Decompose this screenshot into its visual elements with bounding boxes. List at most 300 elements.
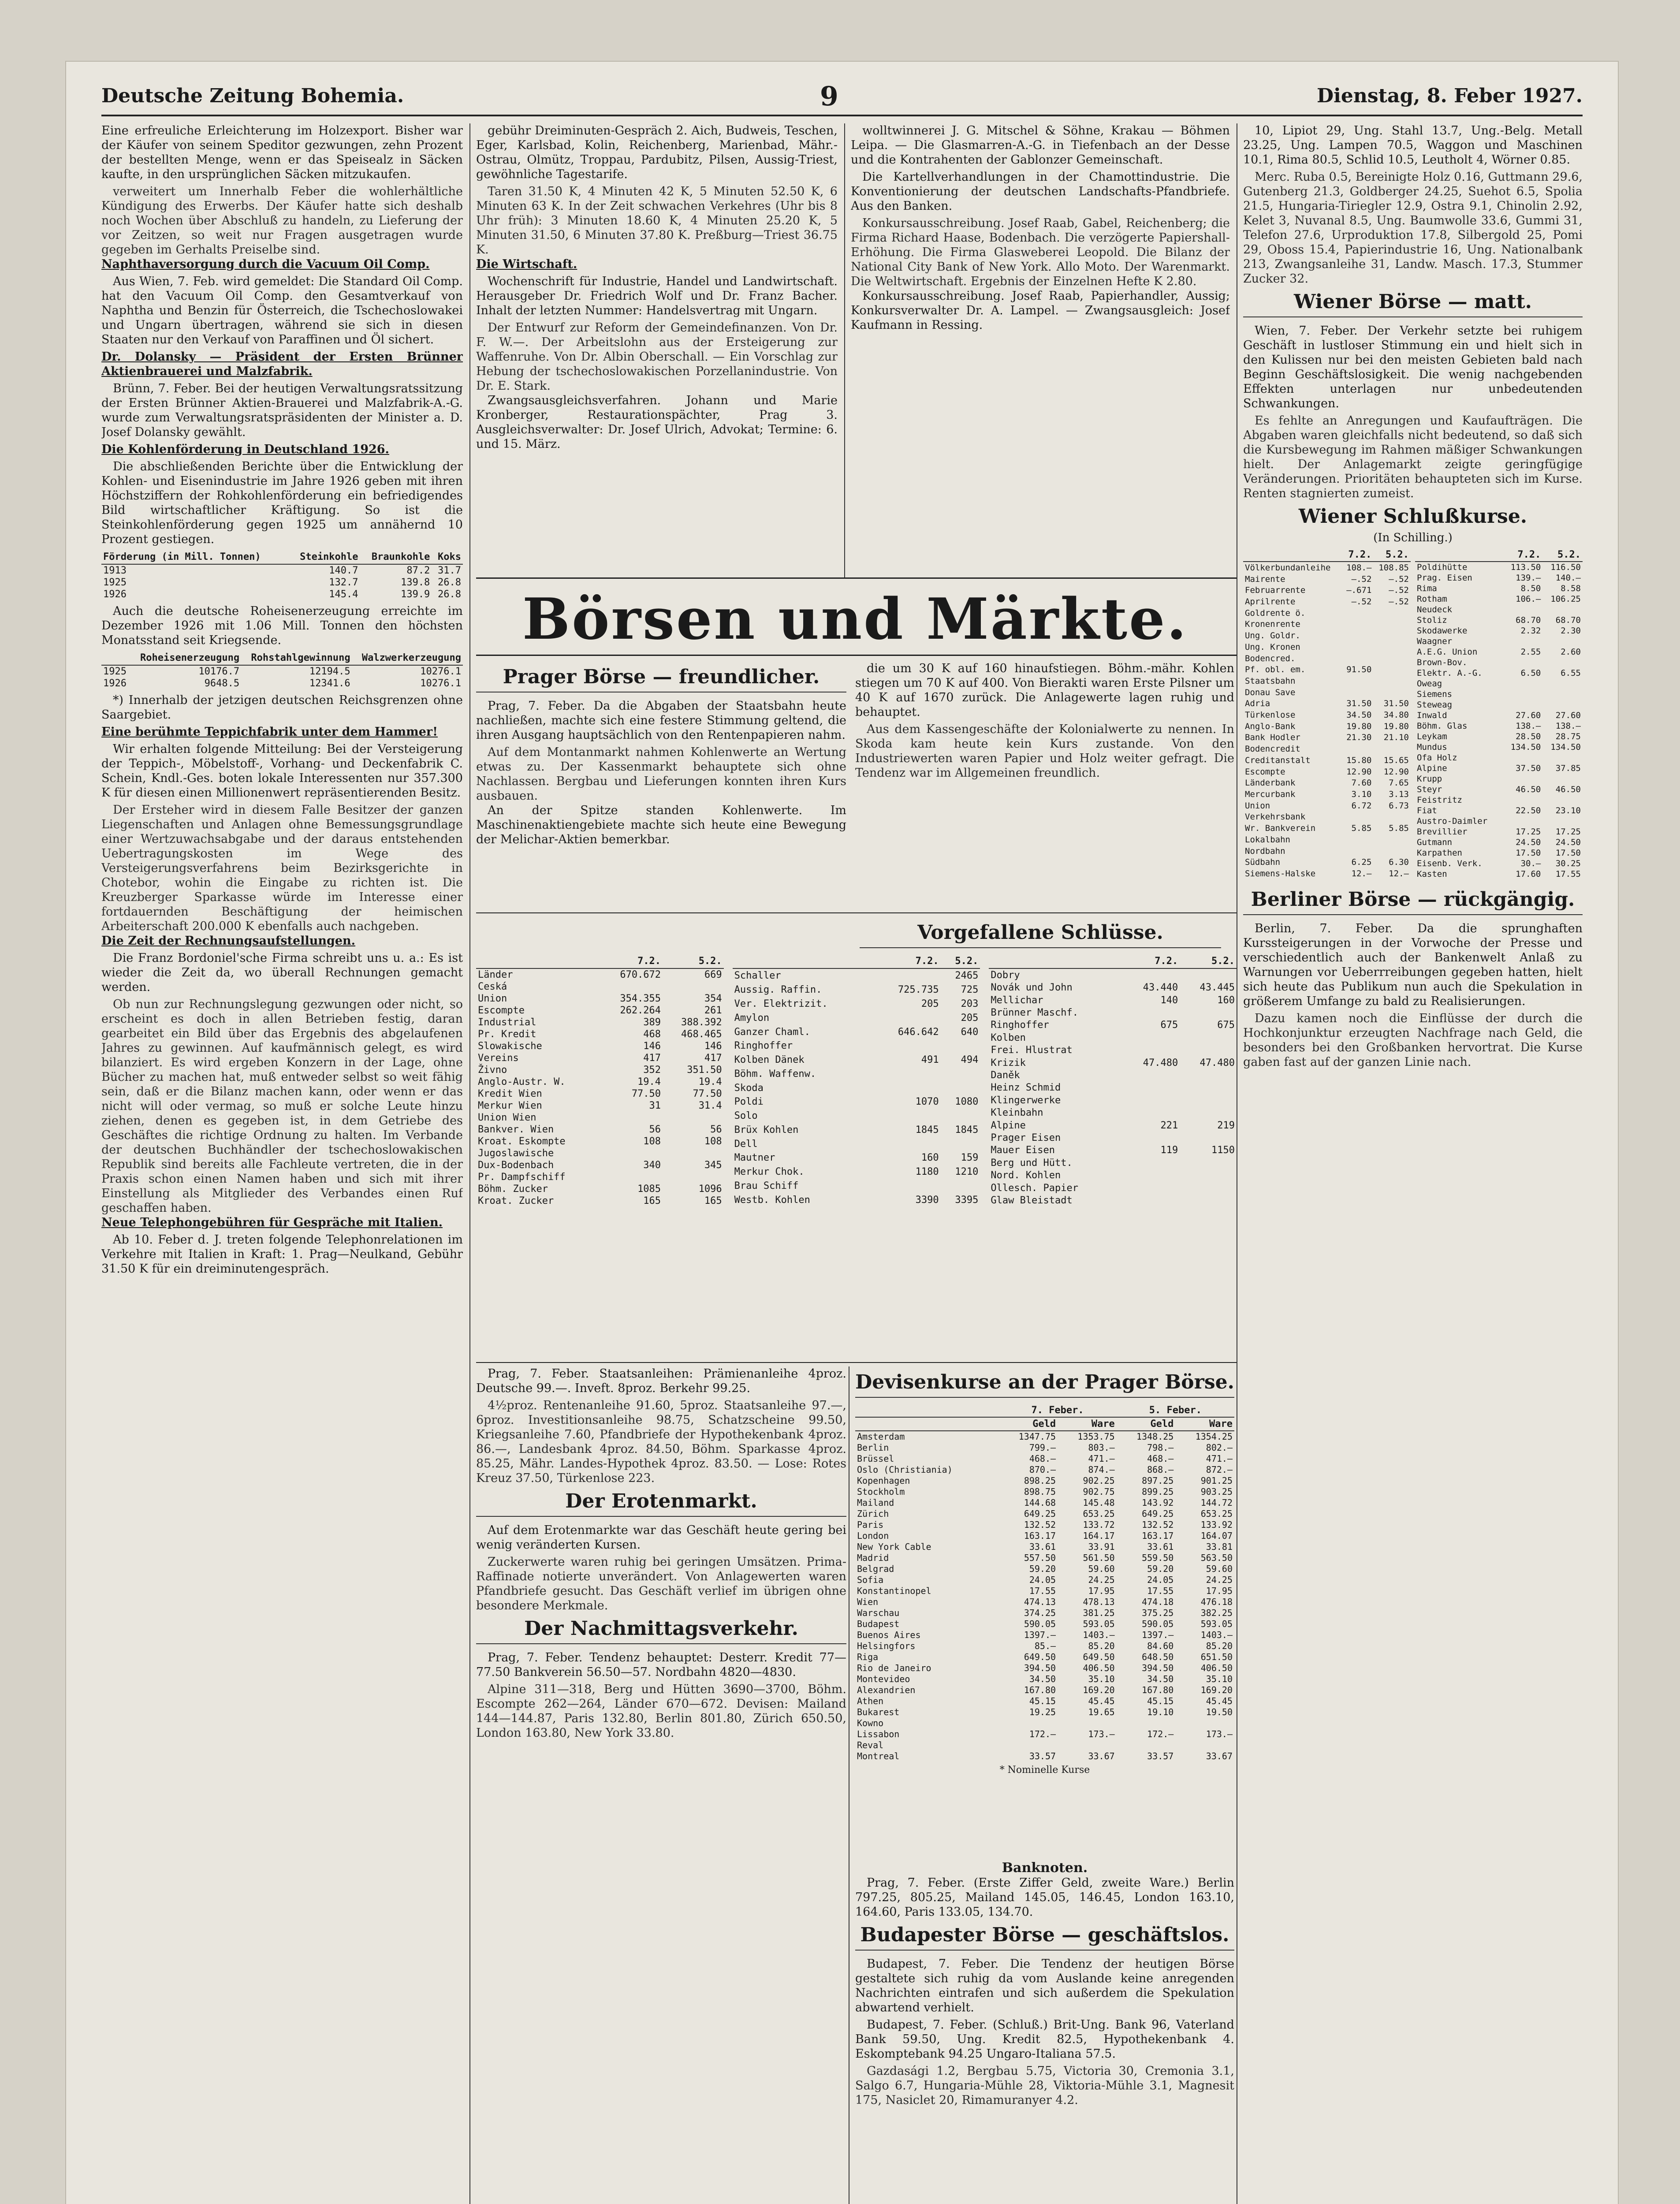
article-text: Auf dem Montanmarkt nahmen Kohlenwerte an Wertung etwas zu. Der Kassenmarkt behauptete sich ohne Nachlassen. Bergbau und Lieferungen konnten ihren Kurs ausbauen. — [476, 745, 846, 803]
table-cell — [1341, 675, 1373, 687]
table-cell: 133.92 — [1200, 1519, 1233, 1530]
table-cell: 354 — [704, 993, 722, 1004]
table-row — [733, 1081, 980, 1095]
table-row — [1415, 700, 1583, 710]
table-row — [1243, 732, 1411, 744]
table-cell: 169.20 — [1083, 1685, 1115, 1695]
table-row — [1243, 687, 1411, 698]
table-cell: 139.— — [1516, 573, 1541, 583]
column-header — [855, 1417, 998, 1431]
table-cell: Türkenlose — [1245, 710, 1296, 720]
table-cell: Staatsbahn — [1245, 676, 1296, 686]
table-cell: Konstantinopel — [857, 1586, 931, 1596]
article-text: gebühr Dreiminuten-Gespräch 2. Aich, Budweis, Teschen, Eger, Karlsbad, Kolin, Reichenberg, Marienbad, Mähr.-Ostrau, Olmütz, Troppau, Pardubitz, Pilsen, Aussig-Triest, gewöhnliche Tagestarife. — [476, 124, 838, 181]
table-cell: 21.10 — [1383, 733, 1409, 743]
devisen-table — [855, 1404, 1234, 1762]
table-cell: Union — [1245, 800, 1270, 811]
table-cell: Vereins — [478, 1053, 519, 1064]
table-cell — [1373, 687, 1411, 698]
table-cell: Völkerbundanleihe — [1245, 562, 1331, 573]
table-cell: 27.60 — [1555, 711, 1581, 720]
table-cell: 382.25 — [1200, 1608, 1233, 1618]
table-cell — [1180, 968, 1237, 981]
table-cell — [1180, 1194, 1237, 1207]
table-cell: 7.60 — [1351, 778, 1372, 788]
table-cell: 19.10 — [1147, 1707, 1174, 1717]
table-cell: Kleinbahn — [991, 1107, 1043, 1119]
table-row — [1243, 856, 1411, 868]
table-cell: Prager Eisen — [991, 1132, 1061, 1144]
table-row — [476, 1147, 724, 1159]
table-row — [1243, 845, 1411, 857]
table-cell — [1373, 675, 1411, 687]
table-row — [1415, 721, 1583, 731]
table-cell — [1123, 1094, 1180, 1106]
table-cell: 119 — [1160, 1145, 1178, 1156]
table-cell: 145.4 — [329, 589, 358, 600]
table-cell: Bank Hodler — [1245, 733, 1300, 743]
table-cell: 590.05 — [1024, 1619, 1056, 1629]
header-masthead: Deutsche Zeitung Bohemia. — [101, 85, 404, 107]
table-cell: 1347.75 — [1018, 1431, 1056, 1442]
table-cell — [1542, 795, 1583, 805]
table-row — [1415, 583, 1583, 594]
table-cell — [601, 981, 663, 993]
table-cell: 394.50 — [1024, 1663, 1056, 1673]
schluesse-table-1 — [476, 954, 724, 1207]
table-cell: 21.30 — [1346, 733, 1372, 743]
table-cell: 164.07 — [1200, 1530, 1233, 1541]
column-header — [101, 651, 130, 665]
table-cell: 87.2 — [406, 565, 430, 576]
table-cell: Steyr — [1417, 785, 1442, 794]
table-cell: 468.465 — [681, 1029, 722, 1040]
table-row — [855, 1696, 1234, 1707]
table-cell: Dobry — [991, 969, 1020, 981]
table-cell — [1542, 604, 1583, 615]
table-cell — [1542, 700, 1583, 710]
table-cell — [875, 968, 940, 983]
table-cell: Krizik — [991, 1057, 1026, 1068]
table-cell: 160 — [921, 1152, 939, 1164]
table-cell: 22.50 — [1516, 806, 1541, 815]
table-cell: 17.95 — [1206, 1586, 1233, 1596]
table-row — [733, 1193, 980, 1207]
column-rule — [469, 123, 470, 2204]
table-cell: 45.45 — [1088, 1696, 1115, 1706]
table-row — [989, 1169, 1237, 1182]
table-row — [1243, 823, 1411, 834]
table-row — [1415, 816, 1583, 826]
vorgefallene-schluesse — [476, 917, 1237, 1358]
table-row — [733, 968, 980, 983]
table-cell: 12.— — [1351, 869, 1372, 879]
table-cell: 17.50 — [1555, 848, 1581, 858]
table-cell: 1926 — [103, 589, 127, 600]
table-cell: Mellichar — [991, 994, 1043, 1006]
table-cell: 6.55 — [1561, 668, 1581, 678]
table-cell — [1542, 752, 1583, 763]
table-cell: Feistritz — [1417, 795, 1462, 805]
table-cell: 868.— — [1147, 1464, 1174, 1475]
table-cell: 160 — [1217, 994, 1235, 1006]
table-cell: Novák und John — [991, 982, 1073, 994]
table-row — [989, 1144, 1237, 1157]
table-cell: Kroat. Zucker — [478, 1195, 554, 1206]
table-row — [855, 1751, 1234, 1762]
table-cell: 30.— — [1520, 859, 1541, 868]
table-cell: Verkehrsbank — [1245, 812, 1306, 822]
table-cell — [1373, 845, 1411, 857]
table-cell — [601, 1112, 663, 1124]
table-cell: 132.7 — [329, 577, 358, 588]
table-cell: 28.50 — [1516, 732, 1541, 741]
table-cell: 6.25 — [1351, 857, 1372, 867]
table-cell: Mautner — [734, 1152, 775, 1164]
article-text: Merc. Ruba 0.5, Bereinigte Holz 0.16, Guttmann 29.6, Gutenberg 21.3, Goldberger 24.25, Suehot 6.5, Spolia 21.5, Hungaria-Tiriegler 12.9, Ostra 9.1, Chinolin 2.92, Kelet 3, Nuvanal 8.5, Ung. Baumwolle 33.6, Gummi 31, Telefon 27.6, Urproduktion 17.8, Silbergold 25, Pomi 29, Oboss 15.4, Papierindustrie 16, Ung. Nationalbank 213, Zwangsanleihe 31, Landw. Masch. 17.3, Stummer Zucker 32. — [1243, 170, 1583, 286]
table-cell: 669 — [704, 969, 722, 980]
table-cell — [1373, 743, 1411, 755]
table-cell: 85.20 — [1088, 1641, 1115, 1651]
table-cell — [1180, 1094, 1237, 1106]
table-cell: Amsterdam — [857, 1431, 905, 1442]
table-cell: 84.60 — [1147, 1641, 1174, 1651]
table-cell — [1341, 619, 1373, 630]
table-cell: Poldihütte — [1417, 562, 1468, 572]
column-2-top — [476, 123, 838, 573]
table-cell: 17.55 — [1555, 869, 1581, 879]
table-cell: 140 — [1160, 994, 1178, 1006]
table-cell: 167.80 — [1142, 1685, 1174, 1695]
table-cell: Böhm. Glas — [1417, 721, 1468, 731]
table-cell — [663, 981, 724, 993]
table-cell: Zürich — [857, 1508, 889, 1519]
article-text: Dazu kamen noch die Einflüsse der durch die Hochkonjunktur erzeugten Nachfrage nach Geld, die besonders bei den Großbanken hervortrat. Die Kurse gaben fast auf der ganzen Linie nach. — [1243, 1012, 1583, 1069]
table-cell: 649.50 — [1024, 1652, 1056, 1662]
column-header — [733, 954, 875, 968]
table-cell: 10276.1 — [420, 678, 461, 689]
table-cell: Länder — [478, 969, 513, 980]
table-cell: Gutmann — [1417, 838, 1453, 847]
page-header — [101, 79, 1583, 116]
table-cell: Industrial — [478, 1017, 536, 1028]
table-row — [733, 1053, 980, 1067]
table-cell: 113.50 — [1510, 562, 1541, 572]
table-cell: Brünner Maschf. — [991, 1007, 1079, 1018]
table-row — [989, 1057, 1237, 1069]
table-cell: 144.68 — [1024, 1497, 1056, 1508]
table-row — [989, 1182, 1237, 1194]
table-row — [101, 665, 463, 678]
table-cell: 374.25 — [1024, 1608, 1056, 1618]
table-row — [1243, 573, 1411, 585]
table-cell: 33.57 — [1147, 1751, 1174, 1761]
headline: Dr. Dolansky — Präsident der Ersten Brünner Aktienbrauerei und Malzfabrik. — [101, 350, 463, 378]
table-cell: —.52 — [1389, 597, 1409, 607]
table-row — [733, 1067, 980, 1081]
table-row — [855, 1652, 1234, 1663]
table-cell: 6.30 — [1389, 857, 1409, 867]
table-cell: 19.80 — [1383, 721, 1409, 731]
table-cell: Adria — [1245, 699, 1270, 709]
prager-boerse-cont — [855, 661, 1234, 908]
table-cell: 34.80 — [1383, 710, 1409, 720]
table-row — [855, 1486, 1234, 1497]
column-header — [989, 954, 1123, 968]
table-cell: 31.4 — [698, 1100, 722, 1111]
table-cell: Montreal — [857, 1751, 900, 1761]
section-rule — [476, 912, 1237, 913]
table-row — [1415, 784, 1583, 795]
table-cell: Bukarest — [857, 1707, 900, 1717]
table-cell: Merkur Chok. — [734, 1166, 805, 1178]
table-cell: 903.25 — [1200, 1486, 1233, 1497]
table-cell: 77.50 — [693, 1088, 722, 1099]
table-cell: 108.— — [1346, 562, 1372, 573]
table-cell — [941, 1137, 980, 1151]
table-cell: Escompte — [1245, 767, 1285, 777]
table-cell: —.52 — [1351, 574, 1372, 584]
table-cell: 6.50 — [1520, 668, 1541, 678]
table-row — [1415, 795, 1583, 805]
table-cell: Pr. Dampfschiff — [478, 1172, 566, 1183]
table-cell — [1123, 968, 1180, 981]
table-cell: Sofia — [857, 1575, 884, 1585]
section-title: Budapester Börse — geschäftslos. — [855, 1924, 1234, 1951]
table-cell: 43.445 — [1199, 982, 1235, 994]
column-header: 7.2. — [875, 954, 940, 968]
column-2-bottom — [476, 1366, 846, 2204]
table-cell: Reval — [857, 1740, 884, 1750]
table-cell: 902.25 — [1083, 1475, 1115, 1486]
table-cell — [1123, 1194, 1180, 1207]
table-cell — [1503, 816, 1543, 826]
article-text: Auf dem Erotenmarkte war das Geschäft heute gering bei wenig veränderten Kursen. — [476, 1523, 846, 1552]
table-cell — [1180, 1132, 1237, 1144]
table-cell: 352 — [643, 1065, 661, 1076]
table-cell: 145.48 — [1083, 1497, 1115, 1508]
table-cell: 33.61 — [1147, 1541, 1174, 1552]
table-cell: 143.92 — [1142, 1497, 1174, 1508]
article-text: Wochenschrift für Industrie, Handel und Landwirtschaft. Herausgeber Dr. Friedrich Wolf und Dr. Franz Bacher. Inhalt der letzten Nummer: Handelsvertrag mit Ungarn. — [476, 275, 838, 317]
table-cell — [1180, 1031, 1237, 1044]
table-cell — [875, 1081, 940, 1095]
table-cell: 476.18 — [1200, 1597, 1233, 1607]
table-cell — [1180, 1082, 1237, 1094]
table-cell: Donau Save — [1245, 687, 1296, 697]
table-cell: 106.25 — [1550, 594, 1581, 604]
table-cell: 898.25 — [1024, 1475, 1056, 1486]
table-cell: —.52 — [1351, 597, 1372, 607]
table-cell: 17.25 — [1516, 827, 1541, 837]
section-title: Der Erotenmarkt. — [476, 1490, 846, 1517]
table-row — [1415, 657, 1583, 668]
table-row — [855, 1541, 1234, 1552]
table-cell — [1175, 1740, 1234, 1751]
article-text: Konkursausschreibung. Josef Raab, Papierhandler, Aussig; Konkursverwalter Dr. A. Lampel. — Zwangsausgleich: Josef Kaufmann in Ressing. — [851, 289, 1230, 332]
table-cell: 24.05 — [1147, 1575, 1174, 1585]
table-row — [476, 1040, 724, 1052]
table-cell: Mailand — [857, 1497, 894, 1508]
table-cell: 205 — [961, 1012, 979, 1024]
table-cell: Siemens — [1417, 689, 1453, 699]
table-row — [989, 1044, 1237, 1057]
table-cell: 394.50 — [1142, 1663, 1174, 1673]
table-cell — [1175, 1718, 1234, 1729]
table-cell: 173.— — [1088, 1729, 1115, 1739]
table-cell — [1373, 834, 1411, 845]
table-cell: Stoliz — [1417, 615, 1447, 625]
table-cell: 8.50 — [1520, 584, 1541, 593]
table-row — [101, 577, 463, 588]
table-cell: Slowakische — [478, 1041, 542, 1052]
table-cell: 897.25 — [1142, 1475, 1174, 1486]
table-cell: 12341.6 — [309, 678, 350, 689]
column-header: Braunkohle — [360, 550, 432, 564]
column-header: Geld — [1117, 1417, 1176, 1431]
table-cell: 24.25 — [1088, 1575, 1115, 1585]
table-row — [733, 1109, 980, 1123]
table-row — [855, 1663, 1234, 1674]
table-cell: 651.50 — [1200, 1652, 1233, 1662]
table-cell: Wr. Bankverein — [1245, 823, 1316, 834]
table-row — [1415, 848, 1583, 858]
table-cell — [663, 1112, 724, 1124]
table-row — [1243, 562, 1411, 573]
table-row — [1243, 812, 1411, 823]
column-header: 5.2. — [1373, 549, 1411, 562]
table-cell: 388.392 — [681, 1017, 722, 1028]
table-cell — [1503, 678, 1543, 689]
table-cell: 417 — [643, 1053, 661, 1064]
table-cell — [941, 1067, 980, 1081]
table-cell: Merkur Wien — [478, 1100, 542, 1111]
table-cell: 5.85 — [1389, 823, 1409, 834]
wiener-tables — [1243, 549, 1583, 879]
table-cell: 725.735 — [898, 984, 939, 996]
table-cell: Ringhoffer — [991, 1020, 1049, 1031]
table-cell — [875, 1039, 940, 1053]
table-cell: Bodencredit — [1245, 744, 1300, 754]
table-cell: 45.15 — [1147, 1696, 1174, 1706]
table-cell: 164.17 — [1083, 1530, 1115, 1541]
table-cell: 262.264 — [620, 1005, 661, 1016]
table-cell: 261 — [704, 1005, 722, 1016]
table-cell: 557.50 — [1024, 1552, 1056, 1563]
table-cell: 471.— — [1206, 1453, 1233, 1464]
table-cell — [1373, 664, 1411, 675]
table-cell: Jugoslawische — [478, 1148, 554, 1159]
table-cell: 351.50 — [687, 1065, 722, 1076]
table-cell — [1341, 812, 1373, 823]
table-cell: Prag. Eisen — [1417, 573, 1472, 583]
table-cell: Nord. Kohlen — [991, 1170, 1061, 1181]
table-row — [733, 1179, 980, 1193]
table-cell: 33.61 — [1029, 1541, 1056, 1552]
table-row — [855, 1630, 1234, 1641]
article-text: Die Kartellverhandlungen in der Chamottindustrie. Die Konventionierung der deutschen Landschafts-Pfandbriefe. Aus den Banken. — [851, 170, 1230, 213]
table-cell: Brown-Bov. — [1417, 658, 1468, 667]
table-cell: Budapest — [857, 1619, 900, 1629]
table-cell: 2.32 — [1520, 626, 1541, 636]
table-cell — [1180, 1006, 1237, 1019]
section-title: Vorgefallene Schlüsse. — [860, 921, 1221, 948]
table-cell: Kolben — [991, 1032, 1026, 1043]
table-row — [476, 1064, 724, 1076]
column-header: Förderung (in Mill. Tonnen) — [101, 550, 288, 564]
table-row — [855, 1442, 1234, 1453]
table-cell — [1180, 1182, 1237, 1194]
table-row — [1243, 596, 1411, 607]
table-cell: 28.75 — [1555, 732, 1581, 741]
table-cell — [941, 1081, 980, 1095]
table-cell: 30.25 — [1555, 859, 1581, 868]
table-cell: 2465 — [955, 970, 979, 982]
table-cell: 646.642 — [898, 1026, 939, 1038]
section-title: Wiener Schlußkurse. — [1298, 505, 1527, 528]
table-cell: Südbahn — [1245, 857, 1281, 867]
table-cell: 12194.5 — [309, 666, 350, 677]
table-cell: Böhm. Zucker — [478, 1184, 548, 1195]
article-text: Der Entwurf zur Reform der Gemeindefinanzen. Von Dr. F. W.—. Der Arbeitslohn aus der Ersteigerung zur Waffenruhe. Von Dr. Albin Oberschall. — Ein Vorschlag zur Hebung der tschechoslowakischen Porzellanindustrie. Von Dr. E. Stark. — [476, 321, 838, 393]
table-cell: 221 — [1160, 1120, 1178, 1131]
table-cell: Waagner — [1417, 637, 1453, 646]
table-row — [1243, 721, 1411, 732]
date-header: 5. Feber. — [1117, 1404, 1234, 1417]
table-row — [855, 1464, 1234, 1475]
table-cell — [1542, 689, 1583, 700]
table-cell: 159 — [961, 1152, 979, 1164]
table-cell: Mundus — [1417, 742, 1447, 752]
table-cell: Montevideo — [857, 1674, 910, 1684]
table-cell: 134.50 — [1550, 742, 1581, 752]
table-cell: 68.70 — [1555, 615, 1581, 625]
table-cell: 106.— — [1516, 594, 1541, 604]
table-row — [1243, 789, 1411, 800]
table-row — [733, 1151, 980, 1165]
table-row — [1415, 689, 1583, 700]
table-cell: 139.8 — [401, 577, 430, 588]
article-text: Der Ersteher wird in diesem Falle Besitzer der ganzen Liegenschaften und Anlagen ohne Bemessungsgrundlage einer Wertzuwachsabgabe und der daraus entstehenden Uebertragungskosten im Wege des Versteigerungsverfahrens beim Bezirksgerichte in Chotebor, wohin die Eingabe zu richten ist. Die Kreuzberger Sparkasse würde im Interesse einer fortdauernden Beschäftigung der heimischen Arbeiterschaft 200.000 K ebenfalls auch nachgeben. — [101, 803, 463, 933]
table-cell: 33.91 — [1088, 1541, 1115, 1552]
article-text: Zuckerwerte waren ruhig bei geringen Umsätzen. Prima-Raffinade notierte unverändert. Von Anlagewerten waren Pfandbriefe gesucht. Das Geschäft verlief im übrigen ohne besondere Merkmale. — [476, 1555, 846, 1612]
table-cell: Bodencred. — [1245, 653, 1296, 663]
table-cell: 108.85 — [1378, 562, 1409, 573]
section-rule — [476, 655, 1237, 656]
table-cell: 590.05 — [1142, 1619, 1174, 1629]
section-title-main: Börsen und Märkte. — [522, 586, 1188, 652]
table-cell — [1373, 630, 1411, 641]
article-text: Die abschließenden Berichte über die Entwicklung der Kohlen- und Eisenindustrie im Jahre 1926 geben mit ihren Höchstziffern der Rohkohlenförderung ein befriedigendes Bild wirtschaftlicher Kräftigung. So ist die Steinkohlenförderung gegen 1925 um annähernd 10 Prozent gestiegen. — [101, 460, 463, 546]
table-row — [1415, 573, 1583, 583]
table-cell: 649.25 — [1142, 1508, 1174, 1519]
table-row — [1415, 826, 1583, 837]
table-row — [989, 981, 1237, 994]
table-cell: Pr. Kredit — [478, 1029, 536, 1040]
article-text: Auch die deutsche Roheisenerzeugung erreichte im Dezember 1926 mit 1.06 Mill. Tonnen den höchsten Monatsstand seit Kriegsende. — [101, 604, 463, 647]
article-text: Zwangsausgleichsverfahren. Johann und Marie Kronberger, Restaurationspächter, Prag 3. Ausgleichsverwalter: Dr. Josef Ulrich, Advokat; Termine: 6. und 15. März. — [476, 394, 838, 451]
table-row — [1415, 763, 1583, 774]
column-header: Ware — [1058, 1417, 1117, 1431]
table-cell: 6.73 — [1389, 800, 1409, 811]
table-row — [1243, 766, 1411, 778]
table-cell: 26.8 — [438, 589, 461, 600]
table-cell — [875, 1179, 940, 1193]
table-cell: 670.672 — [620, 969, 661, 980]
table-cell: Heinz Schmid — [991, 1082, 1061, 1094]
table-cell — [1503, 636, 1543, 647]
table-cell: Warschau — [857, 1608, 900, 1618]
